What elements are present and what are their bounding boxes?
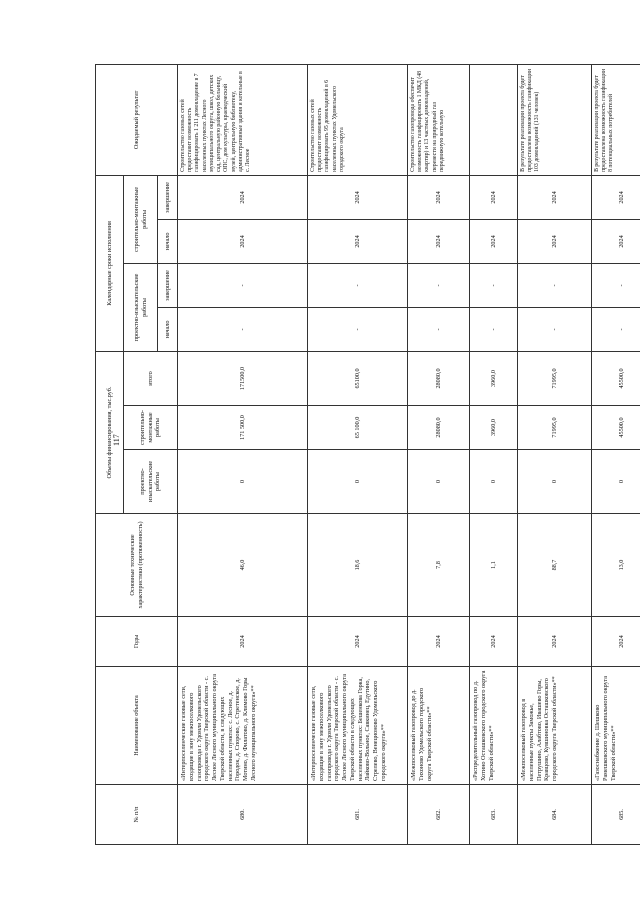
th-design-start: начало: [158, 307, 178, 351]
th-design-works: проектно-изыскательские работы: [124, 450, 178, 514]
table-row: [178, 64, 308, 844]
row-total-cost: 71995,0: [518, 351, 592, 405]
row-result: Строительство газовых сетей предоставит возможность газифицировать 95 домовладений в 6 населенных пунктах Удомельского городского округа: [308, 64, 408, 175]
page-number: 117: [112, 434, 121, 446]
row-num: 683.: [470, 785, 518, 845]
row-design-start: -: [470, 307, 518, 351]
row-design-start: -: [592, 307, 640, 351]
row-num: 682.: [408, 785, 470, 845]
row-constr-start: 2024: [308, 219, 408, 263]
table-row: [518, 64, 592, 844]
row-name: «Межпоселковый газопровод до д. Тихоново Удомельского городского округа Тверской области»**: [408, 667, 470, 785]
th-name: Наименование объекта: [96, 667, 178, 785]
row-year: 2024: [592, 617, 640, 667]
row-design-end: -: [308, 263, 408, 307]
row-design-start: -: [178, 307, 308, 351]
row-year: 2024: [518, 617, 592, 667]
rotated-body-wrapper: [95, 65, 625, 845]
row-constr-start: 2024: [408, 219, 470, 263]
row-total-cost: 171500,0: [178, 351, 308, 405]
row-construction-cost: 3960,0: [470, 406, 518, 450]
th-num: № п/п: [96, 785, 178, 845]
table-row: [408, 64, 470, 844]
th-result: Ожидаемый результат: [96, 64, 178, 175]
th-construction-works: строительно-монтажные работы: [124, 406, 178, 450]
row-constr-start: 2024: [470, 219, 518, 263]
row-result: Строительство газопровода обеспечит возможность газифицировать 1 МКД (48 квартир) и 13 частных домовладений, перевести на природный газ передвижную котельную: [408, 64, 470, 175]
th-constr-end: завершение: [158, 175, 178, 219]
th-main-chars: Основные технические характеристики (протяженность): [96, 514, 178, 617]
row-name: «Газоснабжение д. Шешково Рамешковского муниципального округа Тверской области»**: [592, 667, 640, 785]
row-design-start: -: [518, 307, 592, 351]
row-total-cost: 65100,0: [308, 351, 408, 405]
th-design-end: завершение: [158, 263, 178, 307]
row-constr-end: 2024: [408, 175, 470, 219]
row-result: Строительство газовых сетей предоставит возможность газифицировать 1 211 домовладение в 7 населенных пунктах Лесного муниципального округа, школ, детских сад, центральную районную больницу, ОПС, дом культуры, краеведческий музей, центральную библиотеку, административные здания и котельные в с. Лесное: [178, 64, 308, 175]
row-construction-cost: 171 500,0: [178, 406, 308, 450]
row-construction-cost: 45500,0: [592, 406, 640, 450]
th-years: Годы: [96, 617, 178, 667]
row-name: «Межпоселковый газопровод в населенные пункты Заможье, Петрушино, Алабтово, Ивашево Горы, Кравцово, Кувшиновка Осташковского городского округа Тверской области»**: [518, 667, 592, 785]
row-design-end: -: [470, 263, 518, 307]
th-design-group: проектно-изыскательские работы: [124, 263, 158, 351]
row-design-start: -: [408, 307, 470, 351]
th-construction-group: строительно-монтажные работы: [124, 175, 158, 263]
row-length: 46,0: [178, 514, 308, 617]
row-name: «Интерпоселенческие газовые сети, входящие в зону межпоселкового газопровода г. Удомля Удомельского городского округа Тверской области - с. Лесное Лесного муниципального округа Тверской области, в следующих населенных пунктах: с. Лесное, д. Городок, д. Спорово, с. Стретенское, д. Мотино, д. Филатово, д. Климово Горы Лесного муниципального округа»**: [178, 667, 308, 785]
row-length: 1,1: [470, 514, 518, 617]
row-name: «Распределительный газопровод по д. Хотино Осташковского городского округа Тверской области»**: [470, 667, 518, 785]
row-construction-cost: 65 100,0: [308, 406, 408, 450]
row-year: 2024: [308, 617, 408, 667]
row-num: 684.: [518, 785, 592, 845]
row-design-cost: 0: [178, 450, 308, 514]
objects-body-table: [95, 64, 640, 845]
row-constr-end: 2024: [308, 175, 408, 219]
row-total-cost: 45500,0: [592, 351, 640, 405]
row-design-end: -: [518, 263, 592, 307]
row-year: 2024: [470, 617, 518, 667]
th-funding: Объемы финансирования, тыс.руб.: [96, 351, 124, 513]
row-design-end: -: [592, 263, 640, 307]
row-length: 88,7: [518, 514, 592, 617]
row-num: 681.: [308, 785, 408, 845]
row-construction-cost: 71995,0: [518, 406, 592, 450]
row-constr-end: 2024: [470, 175, 518, 219]
row-length: 13,0: [592, 514, 640, 617]
row-design-cost: 0: [408, 450, 470, 514]
row-year: 2024: [178, 617, 308, 667]
table-row: [308, 64, 408, 844]
row-year: 2024: [408, 617, 470, 667]
row-design-cost: 0: [308, 450, 408, 514]
th-constr-start: начало: [158, 219, 178, 263]
row-length: 7,8: [408, 514, 470, 617]
row-constr-end: 2024: [592, 175, 640, 219]
row-design-end: -: [408, 263, 470, 307]
row-length: 18,6: [308, 514, 408, 617]
row-constr-end: 2024: [518, 175, 592, 219]
row-result: [470, 64, 518, 175]
row-constr-start: 2024: [178, 219, 308, 263]
row-result: В результате реализации проекта будет предоставлена возможность газификации 8 потенциальных потребителей: [592, 64, 640, 175]
th-schedule: Календарные сроки исполнения: [96, 175, 124, 351]
row-total-cost: 3960,0: [470, 351, 518, 405]
row-design-cost: 0: [592, 450, 640, 514]
row-constr-start: 2024: [518, 219, 592, 263]
row-num: 680.: [178, 785, 308, 845]
row-constr-end: 2024: [178, 175, 308, 219]
row-design-cost: 0: [518, 450, 592, 514]
table-row: [470, 64, 518, 844]
row-constr-start: 2024: [592, 219, 640, 263]
row-construction-cost: 28080,0: [408, 406, 470, 450]
row-num: 685.: [592, 785, 640, 845]
row-design-start: -: [308, 307, 408, 351]
row-name: «Интерпоселенческие газовые сети, входящие в зону межпоселкового газопровода г. Удомля Удомельского городского округа Тверской области - с. Лесное Лесного муниципального округа Тверской области в следующих населенных пунктах: Бешенкова Горка, Лайково-Вольное, Савкинец, Едутино, Стрелево, Венеционово Удомельского городского округа»**: [308, 667, 408, 785]
th-total: итого: [124, 351, 178, 405]
row-result: В результате реализации проекта будет предоставлена возможность газификации 103 домовладений (131 человек): [518, 64, 592, 175]
table-row: [592, 64, 640, 844]
row-design-cost: 0: [470, 450, 518, 514]
row-design-end: -: [178, 263, 308, 307]
row-total-cost: 28080,0: [408, 351, 470, 405]
